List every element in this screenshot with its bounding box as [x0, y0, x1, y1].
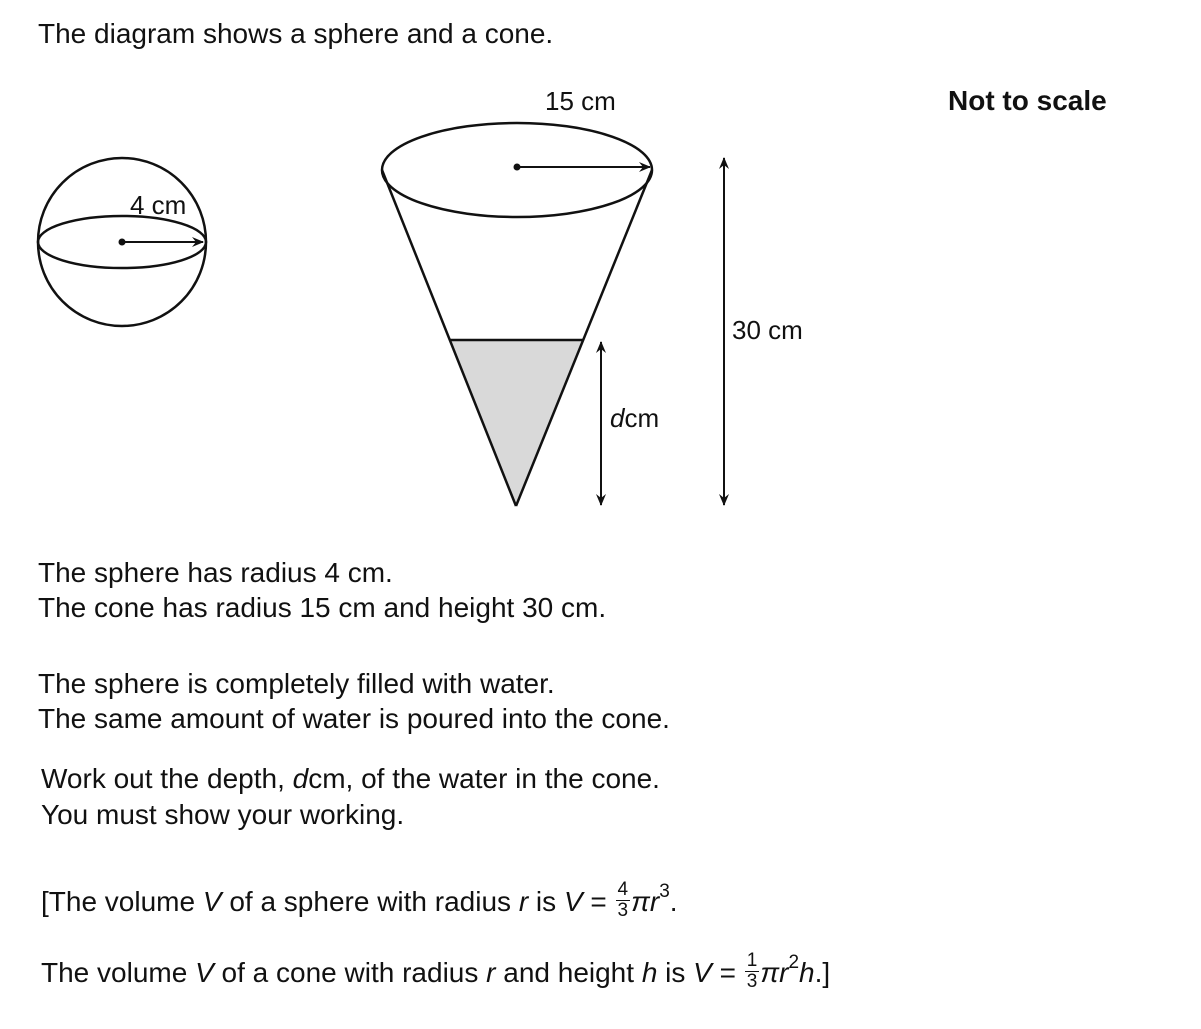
water-filled-text: The sphere is completely filled with water.: [38, 668, 555, 699]
formula-text: .: [669, 886, 678, 917]
formula-var-v: V: [202, 886, 222, 917]
fraction-denominator: 3: [617, 900, 629, 922]
sphere-volume-formula: [41, 879, 678, 924]
formula-exponent: 3: [659, 880, 670, 902]
formula-var-r: r: [486, 957, 496, 988]
task-prefix: Work out the depth,: [41, 763, 293, 794]
formula-text: .]: [814, 957, 831, 988]
formula-text: The volume: [41, 957, 196, 988]
task-variable: d: [292, 763, 309, 794]
task-working-note: You must show your working.: [41, 799, 405, 830]
formula-var-h: h: [641, 957, 658, 988]
formula-equals: =: [582, 886, 615, 917]
formula-var-v: V: [195, 957, 214, 988]
formula-var-r: r: [779, 957, 789, 988]
formula-var-v: V: [693, 957, 712, 988]
fraction-four-thirds: [616, 880, 631, 921]
formula-text: of a cone with radius: [213, 957, 487, 988]
cone-height-label: 30 cm: [732, 315, 803, 345]
fraction-numerator: 4: [617, 879, 629, 901]
formula-var-v: V: [563, 886, 583, 917]
cone-volume-formula: [41, 950, 831, 995]
formula-var-r: r: [518, 886, 529, 917]
formula-equals: =: [711, 957, 744, 988]
depth-label: [610, 402, 659, 434]
cone-shape: [382, 123, 652, 506]
depth-unit: cm: [624, 403, 660, 433]
formula-pi: π: [631, 886, 650, 917]
depth-variable: d: [610, 403, 625, 433]
formula-text: [The volume: [41, 886, 203, 917]
fraction-numerator: 1: [746, 950, 758, 972]
not-to-scale-note: Not to scale: [948, 85, 1107, 116]
sphere-shape: [38, 158, 206, 326]
formula-exponent: 2: [788, 951, 800, 973]
fraction-denominator: 3: [746, 971, 758, 993]
fraction-one-third: [745, 951, 760, 992]
formula-var-h: h: [799, 957, 815, 988]
sphere-radius-label: 4 cm: [130, 190, 187, 220]
formula-var-r: r: [649, 886, 660, 917]
water-poured-text: The same amount of water is poured into the cone.: [38, 703, 670, 734]
formula-text: of a sphere with radius: [221, 886, 519, 917]
intro-text: The diagram shows a sphere and a cone.: [38, 18, 554, 49]
formula-pi: π: [760, 957, 780, 988]
formula-text: and height: [495, 957, 642, 988]
cone-radius-label: 15 cm: [545, 86, 616, 116]
formula-text: is: [657, 957, 694, 988]
water-fill: [450, 340, 583, 506]
task-suffix: cm, of the water in the cone.: [308, 763, 660, 794]
formula-text: is: [528, 886, 564, 917]
sphere-radius-fact: The sphere has radius 4 cm.: [38, 557, 393, 588]
cone-dims-fact: The cone has radius 15 cm and height 30 cm.: [38, 592, 607, 623]
task-question: [41, 762, 660, 796]
